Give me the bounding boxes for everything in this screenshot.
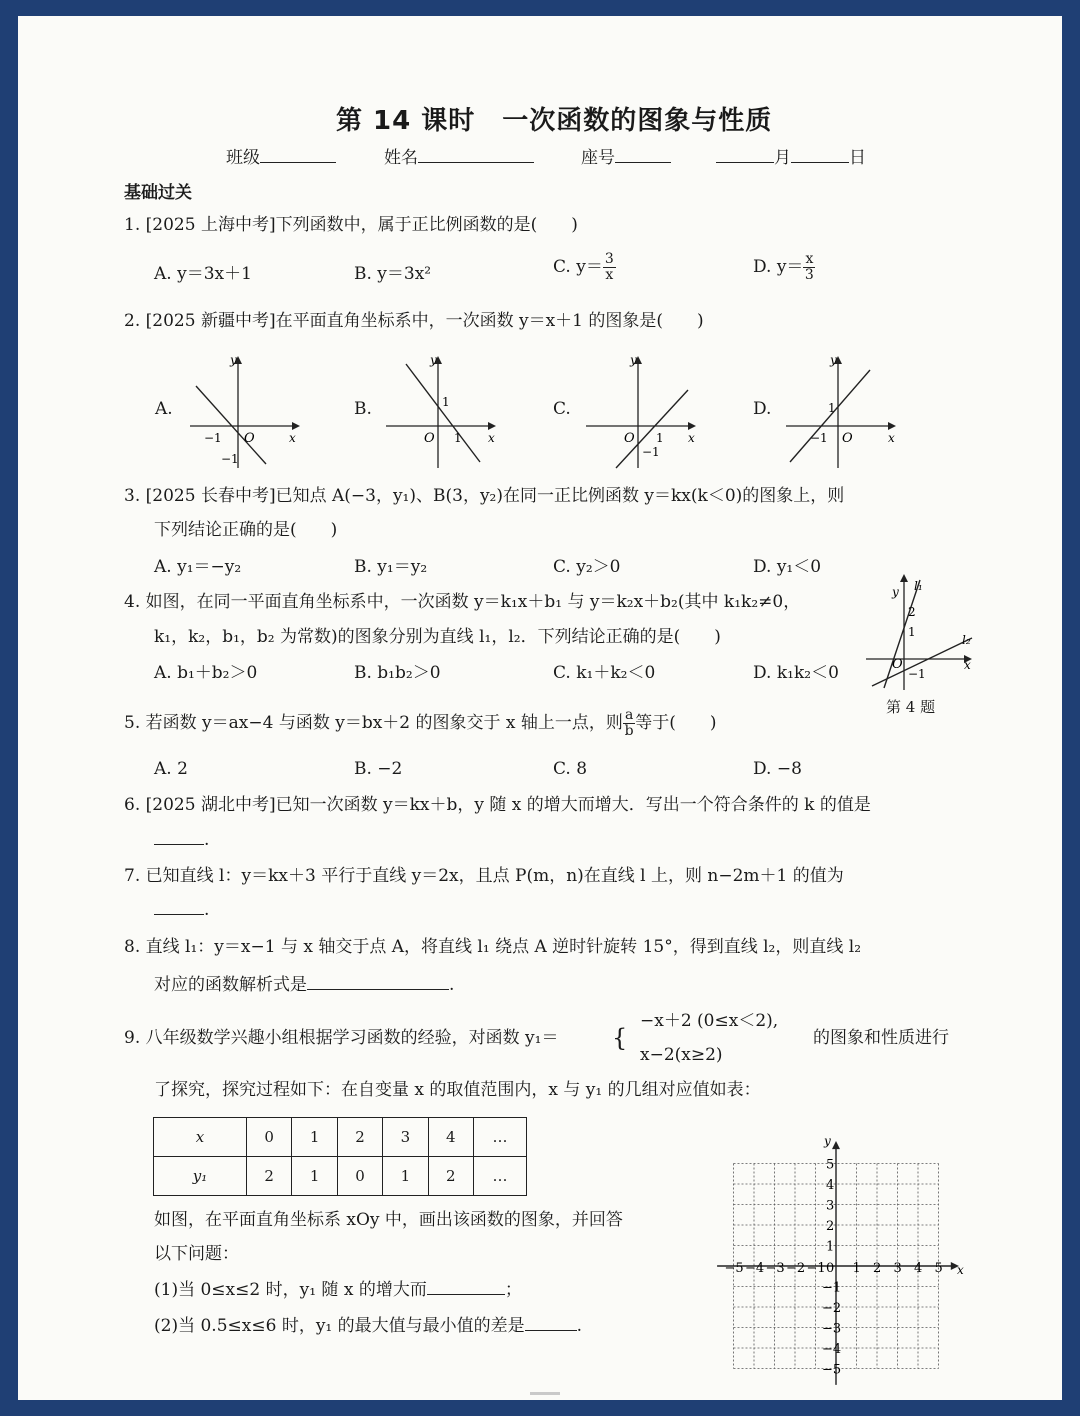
q9-sub1-text: (1)当 0≤x≤2 时，y₁ 随 x 的增大而 xyxy=(154,1280,427,1300)
q5-denominator: b xyxy=(624,723,634,739)
x-tick-label: 4 xyxy=(914,1261,923,1276)
seat-field xyxy=(581,146,671,169)
q5-option-c[interactable]: C. 8 xyxy=(553,759,588,779)
q5-option-b[interactable]: B. −2 xyxy=(354,759,403,779)
q9-text-a: 八年级数学兴趣小组根据学习函数的经验，对函数 y₁＝ xyxy=(145,1028,559,1048)
class-blank[interactable] xyxy=(260,146,336,163)
svg-text:−1: −1 xyxy=(908,667,926,681)
table-cell: 1 xyxy=(383,1157,428,1196)
q3-stem-line1 xyxy=(124,485,844,507)
y-tick-label: −1 xyxy=(822,1280,842,1296)
svg-text:y: y xyxy=(830,353,837,367)
q4-stem-line1 xyxy=(124,591,800,613)
q1-c-fraction xyxy=(603,252,616,283)
y-axis-label: y xyxy=(824,1134,831,1149)
q3-text: [2025 长春中考]已知点 A(−3，y₁)、B(3，y₂)在同一正比例函数 y＝kx(k＜0)的图象上，则 xyxy=(145,486,845,506)
q9-coordinate-grid[interactable] xyxy=(718,1106,980,1378)
q1-option-c[interactable] xyxy=(553,252,616,283)
page-title: 第 14 课时 一次函数的图象与性质 xyxy=(336,106,773,136)
svg-text:1: 1 xyxy=(828,401,836,415)
q6-tail: . xyxy=(204,830,210,850)
q3-number: 3. xyxy=(124,486,141,506)
y-tick-label: −2 xyxy=(822,1301,842,1316)
q1-c-prefix: C. y＝ xyxy=(553,257,603,277)
q4-number: 4. xyxy=(124,592,141,612)
table-cell: 0 xyxy=(247,1118,292,1157)
seat-blank[interactable] xyxy=(615,146,671,163)
q5-text-a: 若函数 y＝ax−4 与函数 y＝bx＋2 的图象交于 x 轴上一点，则 xyxy=(145,713,623,733)
svg-text:y: y xyxy=(230,353,237,367)
table-cell: 2 xyxy=(247,1157,292,1196)
q7-number: 7. xyxy=(124,866,141,886)
seat-label: 座号 xyxy=(581,148,615,168)
q1-option-d[interactable] xyxy=(753,252,815,283)
svg-text:O: O xyxy=(424,431,435,446)
q4-option-b[interactable]: B. b₁b₂＞0 xyxy=(354,663,441,683)
q8-number: 8. xyxy=(124,937,141,957)
q7-stem xyxy=(124,865,844,887)
worksheet-page xyxy=(18,16,1062,1400)
q3-option-c[interactable]: C. y₂＞0 xyxy=(553,557,621,577)
svg-text:x: x xyxy=(488,431,495,445)
svg-text:2: 2 xyxy=(908,605,916,619)
svg-text:−1: −1 xyxy=(642,445,660,459)
q5-option-a[interactable]: A. 2 xyxy=(154,759,188,779)
svg-text:O: O xyxy=(842,431,853,446)
q2-stem xyxy=(124,310,704,332)
date-field xyxy=(716,146,866,169)
svg-text:−1: −1 xyxy=(204,431,222,445)
svg-text:l₂: l₂ xyxy=(962,633,971,647)
table-cell: … xyxy=(474,1118,527,1157)
q5-fraction xyxy=(623,708,635,739)
q4-stem-line2: k₁，k₂，b₁，b₂ 为常数)的图象分别为直线 l₁，l₂．下列结论正确的是( ) xyxy=(154,627,721,647)
x-tick-label: −2 xyxy=(786,1261,806,1276)
q2-graph-d[interactable] xyxy=(784,350,904,472)
svg-text:1: 1 xyxy=(442,395,450,409)
q9-stem-line3: 如图，在平面直角坐标系 xOy 中，画出该函数的图象，并回答 xyxy=(154,1210,623,1230)
q1-option-a[interactable]: A. y＝3x＋1 xyxy=(154,264,252,284)
q8-stem-line2 xyxy=(154,973,454,996)
q4-figure xyxy=(864,558,984,694)
day-blank[interactable] xyxy=(791,146,849,163)
svg-text:x: x xyxy=(289,431,296,445)
svg-text:y: y xyxy=(892,585,899,599)
q4-option-a[interactable]: A. b₁＋b₂＞0 xyxy=(154,663,258,683)
x-tick-label: −5 xyxy=(724,1261,744,1276)
q9-number: 9. xyxy=(124,1028,141,1048)
q2-option-c-label[interactable]: C. xyxy=(553,399,571,419)
q4-option-d[interactable]: D. k₁k₂＜0 xyxy=(753,663,839,683)
q2-option-b-label[interactable]: B. xyxy=(354,399,372,419)
svg-text:x: x xyxy=(888,431,895,445)
y-tick-label: 1 xyxy=(826,1239,835,1255)
q1-d-fraction xyxy=(803,252,815,283)
x-tick-label: −1 xyxy=(806,1261,826,1276)
x-tick-label: 5 xyxy=(934,1261,943,1276)
q3-option-d[interactable]: D. y₁＜0 xyxy=(753,557,822,577)
x-tick-label: 2 xyxy=(873,1261,882,1276)
q2-text: [2025 新疆中考]在平面直角坐标系中，一次函数 y＝x＋1 的图象是( ) xyxy=(145,311,704,331)
table-cell: 2 xyxy=(337,1118,382,1157)
table-cell: y₁ xyxy=(154,1157,247,1196)
x-axis-label: x xyxy=(957,1263,964,1277)
q2-graph-b[interactable] xyxy=(384,350,504,472)
q3-option-b[interactable]: B. y₁＝y₂ xyxy=(354,557,428,577)
q9-stem-line1 xyxy=(124,1027,558,1049)
q1-number: 1. xyxy=(124,215,141,235)
y-axis-arrow xyxy=(832,1141,840,1149)
q9-sub2-tail: . xyxy=(576,1316,583,1336)
q5-stem xyxy=(124,708,717,739)
q2-option-d-label[interactable]: D. xyxy=(753,399,772,419)
x-tick-label: −4 xyxy=(745,1261,765,1276)
q1-d-prefix: D. y＝ xyxy=(753,257,804,277)
q8-text: 直线 l₁：y＝x−1 与 x 轴交于点 A，将直线 l₁ 绕点 A 逆时针旋转 15°，得到直线 l₂，则直线 l₂ xyxy=(145,937,862,957)
q5-text-b: 等于( ) xyxy=(635,713,717,733)
q1-stem xyxy=(124,214,578,236)
q9-value-table xyxy=(153,1117,527,1196)
y-tick-label: 4 xyxy=(826,1178,835,1193)
svg-text:O: O xyxy=(624,431,635,446)
origin-label: 0 xyxy=(826,1261,835,1276)
x-tick-label: −3 xyxy=(765,1261,785,1276)
table-cell: x xyxy=(154,1118,247,1157)
q6-text: [2025 湖北中考]已知一次函数 y＝kx＋b，y 随 x 的增大而增大．写出一个符合条件的 k 的值是 xyxy=(145,795,871,815)
q9-subquestion-1 xyxy=(154,1278,522,1301)
q3-option-a[interactable]: A. y₁＝−y₂ xyxy=(154,557,242,577)
q1-d-numerator: x xyxy=(805,251,814,267)
y-tick-label: 3 xyxy=(826,1198,835,1214)
table-cell: 2 xyxy=(428,1157,473,1196)
q3-stem-line2: 下列结论正确的是( ) xyxy=(154,520,338,540)
q9-table-row-y xyxy=(154,1157,527,1196)
q2-option-a-label[interactable]: A. xyxy=(155,399,173,419)
q9-piece2: x−2(x≥2) xyxy=(640,1045,723,1065)
q6-answer xyxy=(154,828,209,851)
q2-graph-c[interactable] xyxy=(584,350,704,472)
y-tick-label: 2 xyxy=(826,1219,835,1234)
q5-number: 5. xyxy=(124,713,141,733)
q9-sub1-blank[interactable] xyxy=(427,1278,505,1295)
svg-text:1: 1 xyxy=(908,625,916,639)
name-label: 姓名 xyxy=(384,148,418,168)
x-tick-label: 3 xyxy=(893,1261,902,1276)
table-cell: 0 xyxy=(337,1157,382,1196)
q5-numerator: a xyxy=(624,707,634,723)
q9-subquestion-2 xyxy=(154,1314,582,1337)
svg-text:l₁: l₁ xyxy=(914,579,923,593)
q7-answer xyxy=(154,898,209,921)
svg-text:y: y xyxy=(430,353,437,367)
table-cell: 3 xyxy=(383,1118,428,1157)
svg-text:1: 1 xyxy=(656,431,664,445)
svg-text:−1: −1 xyxy=(221,452,239,466)
q7-answer-blank[interactable] xyxy=(154,898,204,915)
q9-sub2-text: (2)当 0.5≤x≤6 时，y₁ 的最大值与最小值的差是 xyxy=(154,1316,525,1336)
svg-text:O: O xyxy=(892,657,903,672)
q1-c-denominator: x xyxy=(605,267,614,283)
q9-table-row-x xyxy=(154,1118,527,1157)
q9-brace: { xyxy=(612,1024,628,1052)
q1-text: [2025 上海中考]下列函数中，属于正比例函数的是( ) xyxy=(145,215,578,235)
class-field xyxy=(226,146,336,169)
q2-graph-a[interactable] xyxy=(188,350,308,472)
month-blank[interactable] xyxy=(716,146,774,163)
q1-d-denominator: 3 xyxy=(804,267,814,283)
q1-c-numerator: 3 xyxy=(604,251,614,267)
q6-number: 6. xyxy=(124,795,141,815)
q6-stem xyxy=(124,794,871,816)
table-cell: 4 xyxy=(428,1118,473,1157)
q2-number: 2. xyxy=(124,311,141,331)
q8-answer-blank[interactable] xyxy=(307,973,449,990)
q9-sub1-tail: ； xyxy=(504,1280,522,1300)
q8-tail: . xyxy=(449,975,455,995)
q9-piece1: −x＋2 (0≤x＜2), xyxy=(640,1011,779,1031)
svg-text:−1: −1 xyxy=(810,431,828,445)
q6-answer-blank[interactable] xyxy=(154,828,204,845)
q1-option-b[interactable]: B. y＝3x² xyxy=(354,264,432,284)
y-tick-label: −4 xyxy=(822,1342,842,1357)
q4-option-c[interactable]: C. k₁＋k₂＜0 xyxy=(553,663,656,683)
svg-text:x: x xyxy=(688,431,695,445)
svg-text:1: 1 xyxy=(454,431,462,445)
y-tick-label: −5 xyxy=(822,1362,842,1378)
svg-text:x: x xyxy=(964,658,971,672)
q9-stem-line2: 了探究，探究过程如下：在自变量 x 的取值范围内，x 与 y₁ 的几组对应值如表： xyxy=(154,1080,761,1100)
q4-figure-caption: 第 4 题 xyxy=(886,698,936,716)
svg-text:y: y xyxy=(630,353,637,367)
y-tick-label: −3 xyxy=(822,1321,842,1337)
q9-text-b: 的图象和性质进行 xyxy=(813,1028,949,1048)
table-cell: 1 xyxy=(292,1118,337,1157)
table-cell: … xyxy=(474,1157,527,1196)
x-tick-label: 1 xyxy=(852,1261,861,1276)
q8-stem-line1 xyxy=(124,936,861,958)
q9-sub2-blank[interactable] xyxy=(525,1314,577,1331)
month-label: 月 xyxy=(774,148,791,168)
q5-option-d[interactable]: D. −8 xyxy=(753,759,802,779)
q4-text: 如图，在同一平面直角坐标系中，一次函数 y＝k₁x＋b₁ 与 y＝k₂x＋b₂(其中 k₁k₂≠0， xyxy=(145,592,801,612)
svg-text:O: O xyxy=(244,431,255,446)
name-blank[interactable] xyxy=(418,146,534,163)
name-field xyxy=(384,146,534,169)
q9-stem-line4: 以下问题： xyxy=(154,1244,239,1264)
class-label: 班级 xyxy=(226,148,260,168)
q8-text-line2: 对应的函数解析式是 xyxy=(154,975,307,995)
y-tick-label: 5 xyxy=(826,1157,835,1173)
day-label: 日 xyxy=(849,148,866,168)
q7-text: 已知直线 l：y＝kx＋3 平行于直线 y＝2x，且点 P(m，n)在直线 l 上，则 n−2m＋1 的值为 xyxy=(145,866,844,886)
page-fold-mark xyxy=(530,1392,560,1395)
section-heading: 基础过关 xyxy=(124,183,192,203)
q7-tail: . xyxy=(204,900,210,920)
table-cell: 1 xyxy=(292,1157,337,1196)
